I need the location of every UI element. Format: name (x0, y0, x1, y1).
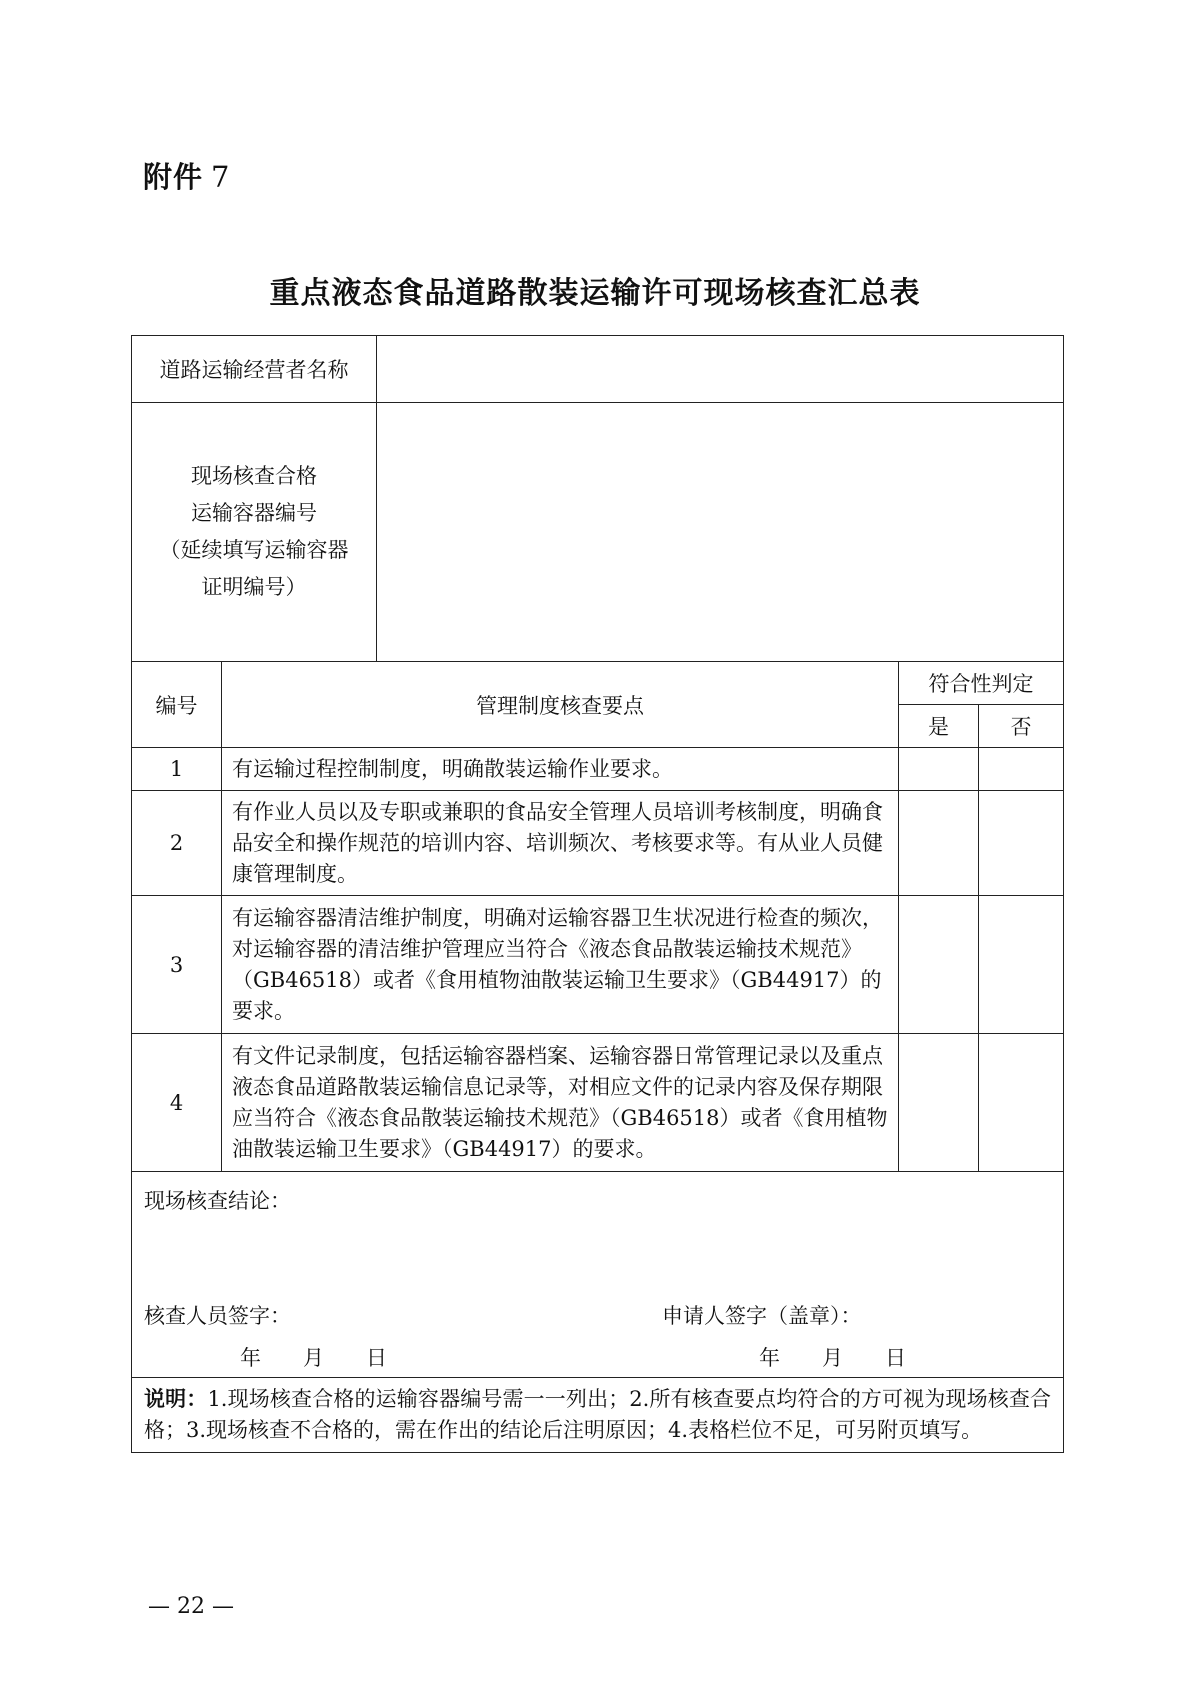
row-requirement: 有运输容器清洁维护制度，明确对运输容器卫生状况进行检查的频次，对运输容器的清洁维护管理应当符合《液态食品散装运输技术规范》（GB46518）或者《食用植物油散装运输卫生要求》（GB44917）的要求。 (222, 896, 899, 1034)
col-number-header: 编号 (132, 662, 222, 748)
container-number-label (132, 403, 377, 662)
attachment-label: 附件 (143, 160, 204, 194)
header-row (132, 662, 1064, 705)
row-requirement: 有文件记录制度，包括运输容器档案、运输容器日常管理记录以及重点液态食品道路散装运输信息记录等，对相应文件的记录内容及保存期限应当符合《液态食品散装运输技术规范》（GB46518）或者《食用植物油散装运输卫生要求》（GB44917）的要求。 (222, 1034, 899, 1172)
operator-name-row (132, 336, 1064, 403)
no-cell[interactable] (979, 791, 1064, 896)
row-requirement: 有作业人员以及专职或兼职的食品安全管理人员培训考核制度，明确食品安全和操作规范的培训内容、培训频次、考核要求等。有从业人员健康管理制度。 (222, 791, 899, 896)
note-row (132, 1378, 1064, 1453)
operator-name-field[interactable] (377, 336, 1064, 403)
applicant-signature-label: 申请人签字（盖章）： (662, 1304, 862, 1328)
date-day: 日 (885, 1346, 906, 1370)
table-row (132, 1034, 1064, 1172)
row-number: 1 (132, 748, 222, 791)
table-row (132, 748, 1064, 791)
container-label-line: 现场核查合格 (191, 464, 317, 488)
note-text: 1.现场核查合格的运输容器编号需一一列出；2.所有核查要点均符合的方可视为现场核查合格；3.现场核查不合格的，需在作出的结论后注明原因；4.表格栏位不足，可另附页填写。 (144, 1387, 1052, 1442)
document-title: 重点液态食品道路散装运输许可现场核查汇总表 (269, 276, 921, 311)
yes-cell[interactable] (899, 896, 979, 1034)
applicant-date (759, 1342, 948, 1372)
no-cell[interactable] (979, 748, 1064, 791)
conclusion-label: 现场核查结论： (144, 1189, 291, 1213)
row-requirement: 有运输过程控制制度，明确散装运输作业要求。 (222, 748, 899, 791)
inspection-summary-table (131, 335, 1064, 1453)
date-day: 日 (366, 1346, 387, 1370)
col-points-header: 管理制度核查要点 (222, 662, 899, 748)
table-row (132, 896, 1064, 1034)
operator-name-label: 道路运输经营者名称 (132, 336, 377, 403)
container-label-line: 运输容器编号 (191, 501, 317, 525)
attachment-number: 7 (211, 160, 231, 194)
inspector-signature-label: 核查人员签字： (144, 1304, 291, 1328)
row-number: 3 (132, 896, 222, 1034)
container-number-row (132, 403, 1064, 662)
no-cell[interactable] (979, 1034, 1064, 1172)
yes-cell[interactable] (899, 791, 979, 896)
table-row (132, 791, 1064, 896)
date-year: 年 (240, 1346, 261, 1370)
col-no-header: 否 (979, 705, 1064, 748)
container-label-line: 证明编号） (201, 575, 307, 599)
date-month: 月 (822, 1346, 843, 1370)
date-year: 年 (759, 1346, 780, 1370)
note-cell (132, 1378, 1064, 1453)
col-yes-header: 是 (899, 705, 979, 748)
yes-cell[interactable] (899, 748, 979, 791)
row-number: 4 (132, 1034, 222, 1172)
date-month: 月 (303, 1346, 324, 1370)
container-number-field[interactable] (377, 403, 1064, 662)
no-cell[interactable] (979, 896, 1064, 1034)
page-number: — 22 — (148, 1594, 234, 1619)
inspector-date (240, 1342, 429, 1372)
yes-cell[interactable] (899, 1034, 979, 1172)
attachment-heading (143, 155, 230, 196)
row-number: 2 (132, 791, 222, 896)
container-label-line: （延续填写运输容器 (159, 538, 349, 562)
note-label: 说明： (144, 1387, 208, 1411)
col-compliance-header: 符合性判定 (899, 662, 1064, 705)
conclusion-cell[interactable] (132, 1172, 1064, 1378)
conclusion-row (132, 1172, 1064, 1378)
